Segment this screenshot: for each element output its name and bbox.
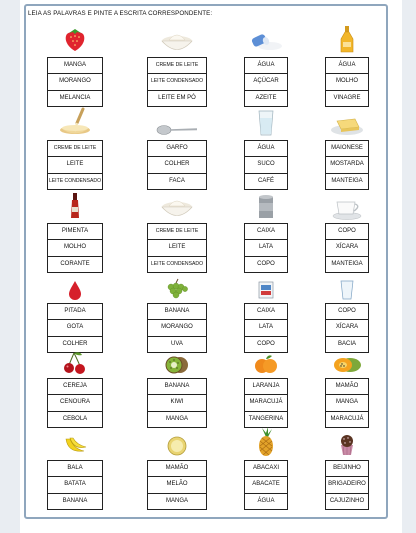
word-option[interactable]: BALA [48, 461, 102, 477]
oil-bottle-icon [337, 24, 357, 59]
word-option[interactable]: GARFO [148, 141, 206, 157]
word-options [47, 378, 103, 428]
word-option[interactable]: TANGERINA [248, 415, 284, 422]
word-option[interactable]: PITADA [48, 304, 102, 320]
word-options [325, 303, 369, 353]
cream-bowl-icon [159, 28, 195, 59]
word-option[interactable]: LEITE [48, 157, 102, 173]
word-option[interactable]: ÁGUA [326, 58, 368, 74]
word-option[interactable]: BRIGADEIRO [326, 477, 368, 493]
word-option[interactable]: UVA [171, 340, 183, 347]
banana-icon [62, 435, 88, 462]
word-option[interactable]: ÁGUA [245, 141, 287, 157]
pineapple-icon [256, 427, 276, 462]
condensed-milk-icon [57, 107, 93, 142]
grapes-icon [163, 278, 191, 305]
word-option[interactable]: LEITE [148, 240, 206, 256]
word-option[interactable]: AZEITE [255, 94, 277, 101]
butter-dish-icon [329, 111, 365, 142]
word-option[interactable]: PIMENTA [48, 224, 102, 240]
word-option[interactable]: VINAGRE [333, 94, 361, 101]
word-option[interactable]: COPO [326, 224, 368, 240]
worksheet-title: LEIA AS PALAVRAS E PINTE A ESCRITA CORRESPONDENTE: [28, 10, 213, 17]
cherry-icon [62, 351, 88, 380]
word-options [325, 460, 369, 510]
word-options [147, 378, 207, 428]
word-option[interactable]: MORANGO [48, 74, 102, 90]
word-option[interactable]: MANTEIGA [331, 260, 363, 267]
melon-icon [164, 435, 190, 462]
word-option[interactable]: MANGA [48, 58, 102, 74]
word-option[interactable]: MORANGO [148, 320, 206, 336]
word-option[interactable]: BATATA [48, 477, 102, 493]
word-option[interactable]: FACA [169, 177, 185, 184]
cream-bowl-icon [159, 194, 195, 225]
word-option[interactable]: ABACATE [245, 477, 287, 493]
word-option[interactable]: MAMÃO [148, 461, 206, 477]
word-option[interactable]: LATA [245, 240, 287, 256]
word-option[interactable]: COPO [257, 260, 275, 267]
orange-icon [253, 353, 279, 380]
word-option[interactable]: LATA [245, 320, 287, 336]
word-option[interactable]: MANGA [165, 497, 188, 504]
word-option[interactable]: XÍCARA [326, 320, 368, 336]
word-options [325, 378, 369, 428]
word-option[interactable]: CENOURA [48, 395, 102, 411]
word-options [147, 57, 207, 107]
word-options [47, 303, 103, 353]
kiwi-icon [164, 353, 190, 380]
strawberry-icon [60, 24, 90, 59]
word-option[interactable]: AÇÚCAR [245, 74, 287, 90]
word-option[interactable]: BEIJINHO [326, 461, 368, 477]
word-option[interactable]: ÁGUA [245, 58, 287, 74]
word-option[interactable]: CAFÉ [257, 177, 274, 184]
word-option[interactable]: MOLHO [48, 240, 102, 256]
word-option[interactable]: CORANTE [60, 260, 90, 267]
tin-can-icon [256, 194, 276, 225]
word-option[interactable]: LEITE CONDENSADO [150, 260, 204, 267]
drop-icon [68, 280, 82, 305]
word-options [47, 140, 103, 190]
word-option[interactable]: BACIA [337, 340, 356, 347]
word-option[interactable]: CEBOLA [62, 415, 88, 422]
word-option[interactable]: MANGA [165, 415, 188, 422]
box-icon [257, 280, 275, 305]
word-options [47, 223, 103, 273]
word-option[interactable]: KIWI [148, 395, 206, 411]
worksheet [20, 0, 402, 533]
word-options [147, 303, 207, 353]
word-option[interactable]: COLHER [62, 340, 88, 347]
word-option[interactable]: LEITE CONDENSADO [48, 177, 102, 184]
word-options [325, 57, 369, 107]
word-options [325, 223, 369, 273]
word-option[interactable]: MANGA [326, 395, 368, 411]
word-option[interactable]: CREME DE LEITE [48, 141, 102, 157]
word-options [47, 460, 103, 510]
word-option[interactable]: CEREJA [48, 379, 102, 395]
word-options [147, 140, 207, 190]
word-option[interactable]: SUCO [245, 157, 287, 173]
glass-icon [340, 280, 354, 305]
word-option[interactable]: BANANA [62, 497, 88, 504]
word-option[interactable]: GOTA [48, 320, 102, 336]
word-option[interactable]: XÍCARA [326, 240, 368, 256]
word-option[interactable]: MOSTARDA [326, 157, 368, 173]
word-options [244, 140, 288, 190]
word-option[interactable]: MOLHO [326, 74, 368, 90]
word-option[interactable]: CAIXA [245, 224, 287, 240]
word-options [244, 460, 288, 510]
word-options [147, 460, 207, 510]
word-option[interactable]: MAIONESE [326, 141, 368, 157]
word-options [147, 223, 207, 273]
word-option[interactable]: BANANA [148, 304, 206, 320]
sauce-bottle-icon [67, 192, 83, 225]
word-option[interactable]: ABACAXI [245, 461, 287, 477]
word-option[interactable]: LARANJA [245, 379, 287, 395]
word-option[interactable]: LEITE EM PÓ [158, 94, 196, 101]
water-glass-icon [257, 109, 275, 142]
word-options [47, 57, 103, 107]
word-option[interactable]: CAIXA [245, 304, 287, 320]
word-option[interactable]: COLHER [148, 157, 206, 173]
sugar-spill-icon [248, 28, 284, 59]
word-option[interactable]: CREME DE LEITE [148, 58, 206, 74]
word-option[interactable]: MELÃO [148, 477, 206, 493]
papaya-icon [332, 353, 362, 380]
word-options [244, 223, 288, 273]
word-option[interactable]: CAJUZINHO [329, 497, 365, 504]
word-option[interactable]: CREME DE LEITE [148, 224, 206, 240]
word-option[interactable]: MAMÃO [326, 379, 368, 395]
word-option[interactable]: COPO [326, 304, 368, 320]
word-option[interactable]: ÁGUA [257, 497, 275, 504]
word-option[interactable]: MARACUJÁ [245, 395, 287, 411]
word-options [244, 378, 288, 428]
cupcake-icon [337, 433, 357, 462]
word-option[interactable]: COPO [257, 340, 275, 347]
word-options [244, 303, 288, 353]
word-option[interactable]: LEITE CONDENSADO [148, 74, 206, 90]
word-option[interactable]: BANANA [148, 379, 206, 395]
word-options [244, 57, 288, 107]
cup-icon [331, 198, 363, 225]
word-option[interactable]: MARACUJÁ [330, 415, 364, 422]
word-options [325, 140, 369, 190]
word-option[interactable]: MELANCIA [59, 94, 91, 101]
word-option[interactable]: MANTEIGA [331, 177, 363, 184]
